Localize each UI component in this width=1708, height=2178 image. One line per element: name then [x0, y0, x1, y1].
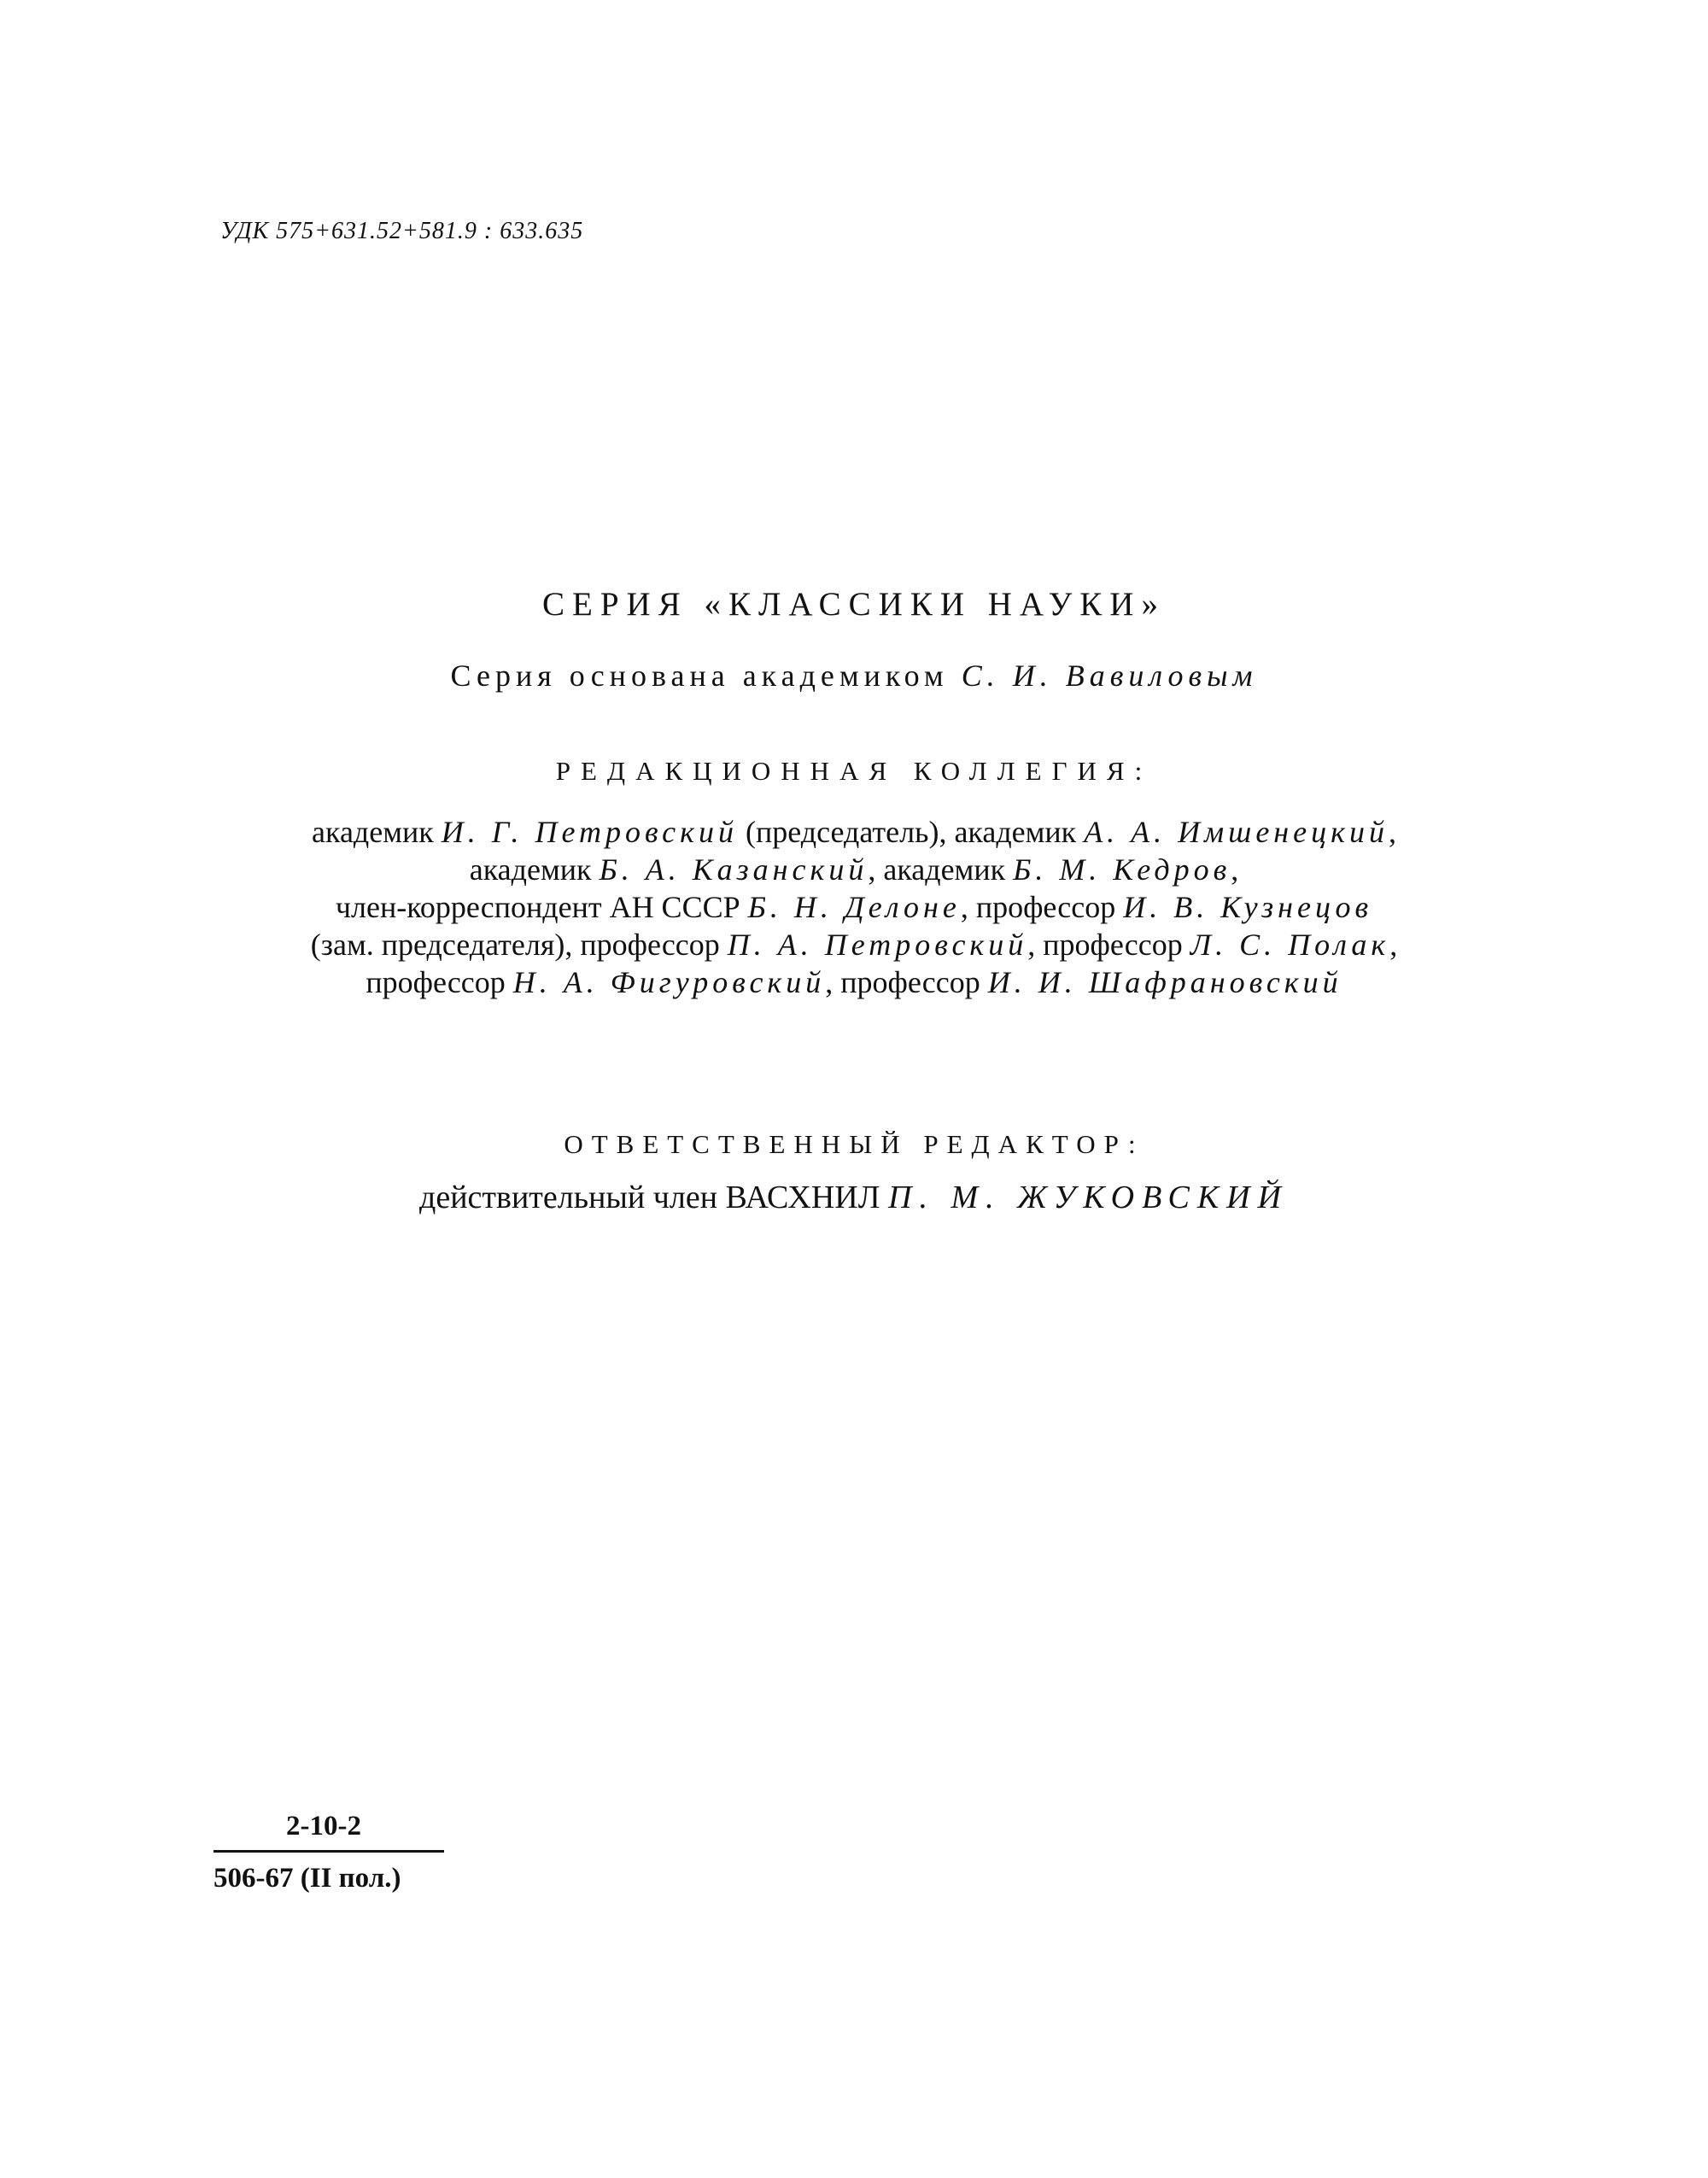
print-signature: [214, 1809, 444, 1895]
board-member-name: Л. С. Полак: [1190, 928, 1390, 962]
board-member-name: П. А. Петровский: [727, 928, 1028, 962]
board-member-role: академик: [469, 852, 600, 887]
signature-numerator: 2-10-2: [286, 1811, 361, 1841]
board-member-role: (председатель), академик: [738, 815, 1085, 849]
series-title: СЕРИЯ «КЛАССИКИ НАУКИ»: [542, 586, 1166, 623]
board-member-name: А. А. Имшенецкий: [1084, 815, 1389, 849]
editorial-board-members: [0, 813, 1708, 1001]
board-line: [0, 963, 1708, 1001]
board-member-name: Б. А. Казанский: [599, 852, 869, 887]
responsible-editor-line: [0, 1179, 1708, 1216]
board-line: [0, 888, 1708, 926]
board-member-role: ,: [1388, 815, 1396, 849]
board-member-role: академик: [312, 815, 442, 849]
series-founded-line: [0, 658, 1708, 694]
board-member-role: ,: [1389, 928, 1398, 962]
board-member-name: И. И. Шафрановский: [987, 965, 1342, 999]
board-member-name: И. В. Кузнецов: [1123, 890, 1373, 924]
board-member-role: (зам. председателя), профессор: [310, 928, 728, 962]
board-line: [0, 851, 1708, 888]
board-member-role: , академик: [868, 852, 1014, 887]
responsible-editor-title: действительный член ВАСХНИЛ: [419, 1180, 889, 1215]
board-member-role: ,: [1231, 852, 1239, 887]
board-member-role: , профессор: [825, 965, 988, 999]
udk-code: УДК 575+631.52+581.9 : 633.635: [220, 218, 584, 244]
board-member-role: член-корреспондент АН СССР: [335, 890, 748, 924]
board-member-name: Н. А. Фигуровский: [512, 965, 826, 999]
responsible-editor-name: П. М. ЖУКОВСКИЙ: [888, 1180, 1289, 1215]
series-founder-name: С. И. Вавиловым: [961, 659, 1258, 693]
board-member-role: , профессор: [960, 890, 1124, 924]
board-member-role: профессор: [366, 965, 513, 999]
editorial-board-heading: РЕДАКЦИОННАЯ КОЛЛЕГИЯ:: [555, 756, 1153, 786]
signature-denominator: 506-67 (II пол.): [214, 1863, 401, 1894]
board-line: [0, 926, 1708, 963]
board-member-role: , профессор: [1027, 928, 1190, 962]
board-member-name: Б. Н. Делоне: [747, 890, 961, 924]
board-member-name: И. Г. Петровский: [441, 815, 738, 849]
series-founded-prefix: Серия основана академиком: [450, 659, 949, 693]
board-member-name: Б. М. Кедров: [1013, 852, 1231, 887]
board-line: [0, 813, 1708, 851]
responsible-editor-heading: ОТВЕТСТВЕННЫЙ РЕДАКТОР:: [564, 1129, 1144, 1159]
signature-fraction-rule: [214, 1850, 444, 1853]
